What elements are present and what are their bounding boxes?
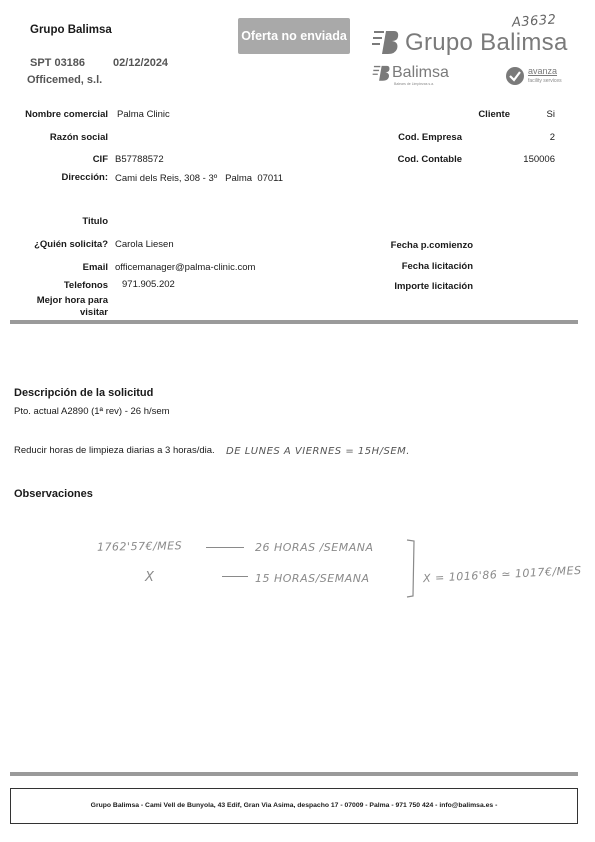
- email-value: officemanager@palma-clinic.com: [115, 262, 256, 273]
- mejor-hora-label-line1: Mejor hora para: [36, 295, 108, 306]
- status-badge: Oferta no enviada: [238, 18, 350, 54]
- footer-text: Grupo Balimsa - Cami Vell de Bunyola, 43 Edif, Gran Via Asima, despacho 17 - 07009 - Palma - 971 750 424 - info@balimsa.es -: [90, 802, 498, 809]
- hand-dash-2: [222, 576, 248, 577]
- nombre-comercial-value: Palma Clinic: [117, 109, 170, 120]
- hand-line1-right: 26 HORAS /SEMANA: [255, 541, 374, 554]
- company-name: Grupo Balimsa: [30, 24, 112, 36]
- mejor-hora-label: [10, 295, 108, 319]
- mejor-hora-label-line2: visitar: [80, 307, 108, 318]
- logo-sub-tagline: Balears de Limpiezas s.a.: [394, 82, 435, 86]
- observations-title: Observaciones: [14, 488, 93, 500]
- email-label: Email: [82, 262, 108, 273]
- quien-solicita-value: Carola Liesen: [115, 239, 174, 250]
- description-line1: Pto. actual A2890 (1ª rev) - 26 h/sem: [14, 406, 170, 417]
- titulo-label: Titulo: [82, 216, 108, 227]
- description-line2: Reducir horas de limpieza diarias a 3 horas/dia.: [14, 445, 215, 456]
- spt-number: SPT 03186: [30, 57, 86, 69]
- cod-empresa-value: 2: [549, 132, 555, 143]
- hand-dash-1: [206, 547, 244, 548]
- logo-avanza-tagline: facility services: [528, 78, 562, 84]
- hand-line2-left: X: [145, 570, 155, 585]
- telefonos-value: 971.905.202: [122, 279, 175, 290]
- importe-licitacion-label: Importe licitación: [394, 281, 473, 292]
- fecha-licitacion-label: Fecha licitación: [401, 261, 473, 272]
- hand-result: X = 1016'86 ≃ 1017€/MES: [422, 563, 582, 586]
- cliente-label: Cliente: [478, 109, 510, 120]
- footer-box: [10, 788, 578, 824]
- section-divider-top: [10, 320, 578, 324]
- logo-avanza-text: avanza: [528, 66, 558, 76]
- cliente-value: Si: [546, 109, 555, 120]
- balimsa-small-logo-icon: [370, 64, 392, 82]
- direccion-value: Cami dels Reis, 308 - 3º Palma 07011: [115, 173, 284, 184]
- logo-main-text: Grupo Balimsa: [405, 29, 568, 56]
- cif-label: CIF: [92, 154, 108, 165]
- fecha-comienzo-label: Fecha p.comienzo: [390, 240, 473, 251]
- client-company: Officemed, s.l.: [27, 74, 103, 86]
- hand-line2-right: 15 HORAS/SEMANA: [255, 572, 370, 585]
- logo-sub-text: Balimsa: [392, 64, 449, 81]
- section-divider-bottom: [10, 772, 578, 776]
- description-handwritten-note: DE LUNES A VIERNES = 15H/SEM.: [226, 446, 410, 457]
- cod-contable-value: 150006: [523, 154, 555, 165]
- cod-contable-label: Cod. Contable: [397, 154, 462, 165]
- quien-solicita-label: ¿Quién solicita?: [34, 239, 108, 250]
- hand-line1-left: 1762'57€/MES: [96, 539, 183, 554]
- direccion-label: Dirección:: [61, 172, 108, 183]
- cod-empresa-label: Cod. Empresa: [398, 132, 462, 143]
- telefonos-label: Telefonos: [63, 280, 108, 291]
- nombre-comercial-label: Nombre comercial: [25, 109, 108, 120]
- description-title: Descripción de la solicitud: [14, 387, 154, 399]
- handwritten-ref: A3632: [511, 12, 557, 31]
- razon-social-label: Razón social: [49, 132, 108, 143]
- spt-date: 02/12/2024: [113, 57, 169, 69]
- balimsa-logo-icon: [370, 28, 400, 56]
- avanza-logo-icon: [505, 66, 525, 86]
- hand-bracket: [405, 538, 417, 598]
- cif-value: B57788572: [115, 154, 164, 165]
